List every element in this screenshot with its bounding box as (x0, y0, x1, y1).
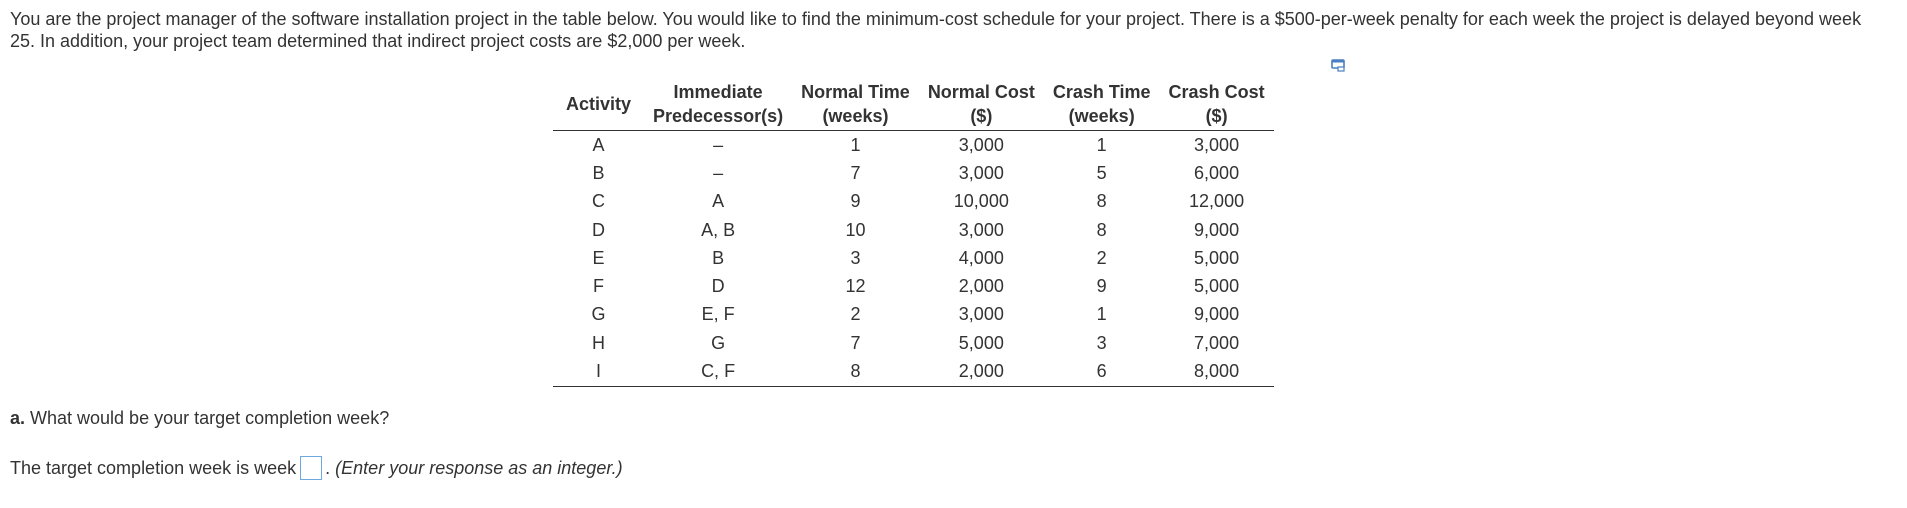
table-header-row (553, 80, 1274, 131)
header-predecessor (644, 80, 792, 131)
cell-predecessor: E, F (701, 304, 735, 325)
header-normal-time-line1: Normal Time (801, 82, 910, 102)
cell-crash-cost: 8,000 (1160, 357, 1274, 386)
cell-normal-cost: 10,000 (953, 191, 1009, 212)
problem-statement: You are the project manager of the software installation project in the table below. You would like to find the minimum-cost schedule for your project. There is a $500-per-week penalty for each week the project is delayed beyond week 25. In addition, your project team determined that indirect project costs are $2,000 per week. (10, 9, 1862, 51)
cell-activity: I (553, 357, 644, 386)
cell-crash-time: 2 (1096, 247, 1107, 268)
cell-crash-time: 3 (1096, 332, 1107, 353)
cell-predecessor: B (712, 247, 725, 268)
target-week-input[interactable] (300, 456, 322, 480)
header-normal-cost-line1: Normal Cost (927, 82, 1035, 102)
header-crash-cost-line2: ($) (1205, 106, 1228, 126)
cell-predecessor: A (712, 191, 725, 212)
cell-activity: G (591, 304, 606, 325)
table-row (553, 244, 1274, 272)
cell-crash-time: 1 (1096, 304, 1107, 325)
header-normal-cost-line2: ($) (970, 106, 993, 126)
cell-normal-time: 1 (850, 134, 861, 155)
cell-normal-cost: 3,000 (958, 162, 1004, 183)
header-normal-cost (919, 80, 1044, 131)
activity-table (553, 80, 1274, 387)
cell-crash-cost: 9,000 (1194, 219, 1240, 240)
header-crash-time (1044, 80, 1160, 131)
answer-suffix: . (325, 458, 331, 478)
header-activity: Activity (553, 80, 644, 131)
header-normal-time (792, 80, 919, 131)
table-row (553, 301, 1274, 329)
answer-hint: (Enter your response as an integer.) (335, 458, 623, 478)
cell-activity: F (593, 276, 605, 297)
cell-activity: B (592, 162, 605, 183)
header-predecessor-line2: Predecessor(s) (653, 106, 784, 126)
cell-normal-time: 9 (850, 191, 861, 212)
table-row (553, 159, 1274, 187)
cell-crash-cost: 5,000 (1194, 247, 1240, 268)
cell-activity: H (592, 332, 606, 353)
expand-table-icon[interactable] (1331, 58, 1345, 72)
cell-normal-cost: 3,000 (958, 219, 1004, 240)
cell-normal-cost: 3,000 (958, 304, 1004, 325)
cell-crash-cost: 7,000 (1194, 332, 1240, 353)
cell-normal-cost: 2,000 (919, 357, 1044, 386)
header-crash-cost (1160, 80, 1274, 131)
table-row (553, 272, 1274, 300)
header-crash-cost-line1: Crash Cost (1168, 82, 1265, 102)
cell-activity: E (592, 247, 605, 268)
header-crash-time-line2: (weeks) (1068, 106, 1135, 126)
table-row (553, 188, 1274, 216)
table-row (553, 216, 1274, 244)
header-normal-time-line2: (weeks) (822, 106, 889, 126)
answer-prefix: The target completion week is week (10, 458, 297, 478)
cell-normal-time: 3 (850, 247, 861, 268)
cell-crash-time: 5 (1096, 162, 1107, 183)
cell-normal-cost: 4,000 (958, 247, 1004, 268)
question-a (10, 407, 389, 429)
cell-crash-time: 8 (1096, 191, 1107, 212)
cell-crash-cost: 3,000 (1194, 134, 1240, 155)
cell-predecessor: C, F (644, 357, 792, 386)
cell-predecessor: G (711, 332, 726, 353)
cell-normal-time: 8 (792, 357, 919, 386)
question-label: a. (10, 408, 26, 428)
table-row (553, 357, 1274, 386)
cell-normal-time: 10 (845, 219, 866, 240)
cell-predecessor: D (711, 276, 725, 297)
cell-crash-cost: 12,000 (1189, 191, 1245, 212)
cell-crash-cost: 6,000 (1194, 162, 1240, 183)
cell-crash-time: 1 (1096, 134, 1107, 155)
cell-activity: A (592, 134, 605, 155)
cell-normal-cost: 5,000 (958, 332, 1004, 353)
cell-normal-cost: 2,000 (958, 276, 1004, 297)
cell-crash-time: 6 (1044, 357, 1160, 386)
cell-crash-cost: 9,000 (1194, 304, 1240, 325)
cell-normal-cost: 3,000 (958, 134, 1004, 155)
question-text: What would be your target completion week? (25, 408, 390, 428)
cell-predecessor: A, B (701, 219, 736, 240)
header-crash-time-line1: Crash Time (1052, 82, 1151, 102)
answer-line (10, 455, 623, 481)
cell-predecessor: – (713, 134, 724, 155)
cell-activity: C (592, 191, 606, 212)
cell-normal-time: 12 (845, 276, 866, 297)
cell-normal-time: 7 (850, 332, 861, 353)
cell-normal-time: 2 (850, 304, 861, 325)
table-row (553, 329, 1274, 357)
header-predecessor-line1: Immediate (673, 82, 763, 102)
cell-predecessor: – (713, 162, 724, 183)
cell-crash-time: 8 (1096, 219, 1107, 240)
cell-crash-time: 9 (1096, 276, 1107, 297)
cell-normal-time: 7 (850, 162, 861, 183)
cell-activity: D (592, 219, 606, 240)
cell-crash-cost: 5,000 (1194, 276, 1240, 297)
table-row (553, 131, 1274, 160)
